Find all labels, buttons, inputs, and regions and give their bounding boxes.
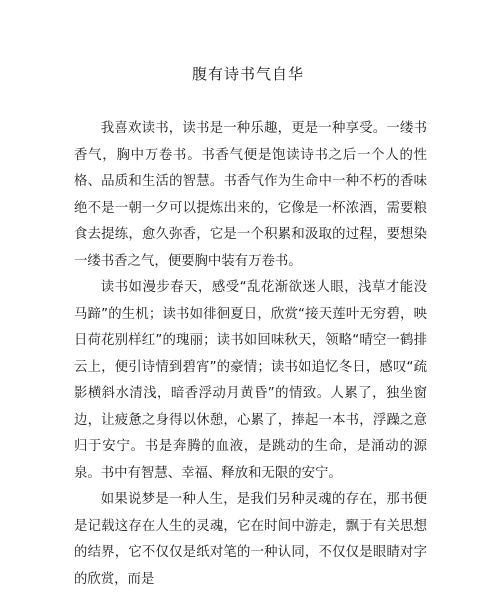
- paragraph-3: 如果说梦是一种人生，是我们另种灵魂的存在，那书便是记载这存在人生的灵魂，它在时间中游走，飘于有关思想的结界，它不仅仅是纸对笔的一种认同，不仅仅是眼睛对字的欣赏，而是: [74, 492, 427, 587]
- paragraph-2: 读书如漫步春天，感受“乱花渐欲迷人眼，浅草才能没马蹄”的生机；读书如徘徊夏日，欣赏“接天莲叶无穷碧，映日荷花别样红”的瑰丽；读书如回味秋天，领略“晴空一鹤排云上，便引诗情到碧宵”的豪情；读书如追忆冬日，感叹“疏影横斜水清浅，暗香浮动月黄昏”的情致。人累了，独坐窗边，让疲惫之身得以休憩，心累了，捧起一本书，浮躁之意归于安宁。书是奔腾的血液，是跳动的生命，是涌动的源泉。书中有智慧、幸福、释放和无限的安宁。: [74, 280, 427, 481]
- paragraph-1: 我喜欢读书，读书是一种乐趣，更是一种享受。一缕书香气，胸中万卷书。书香气便是饱读诗书之后一个人的性格、品质和生活的智慧。书香气作为生命中一种不朽的香味绝不是一朝一夕可以提炼出来的，它像是一杯浓酒，需要粮食去提练，愈久弥香，它是一个积累和汲取的过程，要想染一缕书香之气，便要胸中装有万卷书。: [74, 121, 427, 269]
- article-body: [74, 116, 427, 593]
- article-title: 腹有诗书气自华: [191, 65, 304, 83]
